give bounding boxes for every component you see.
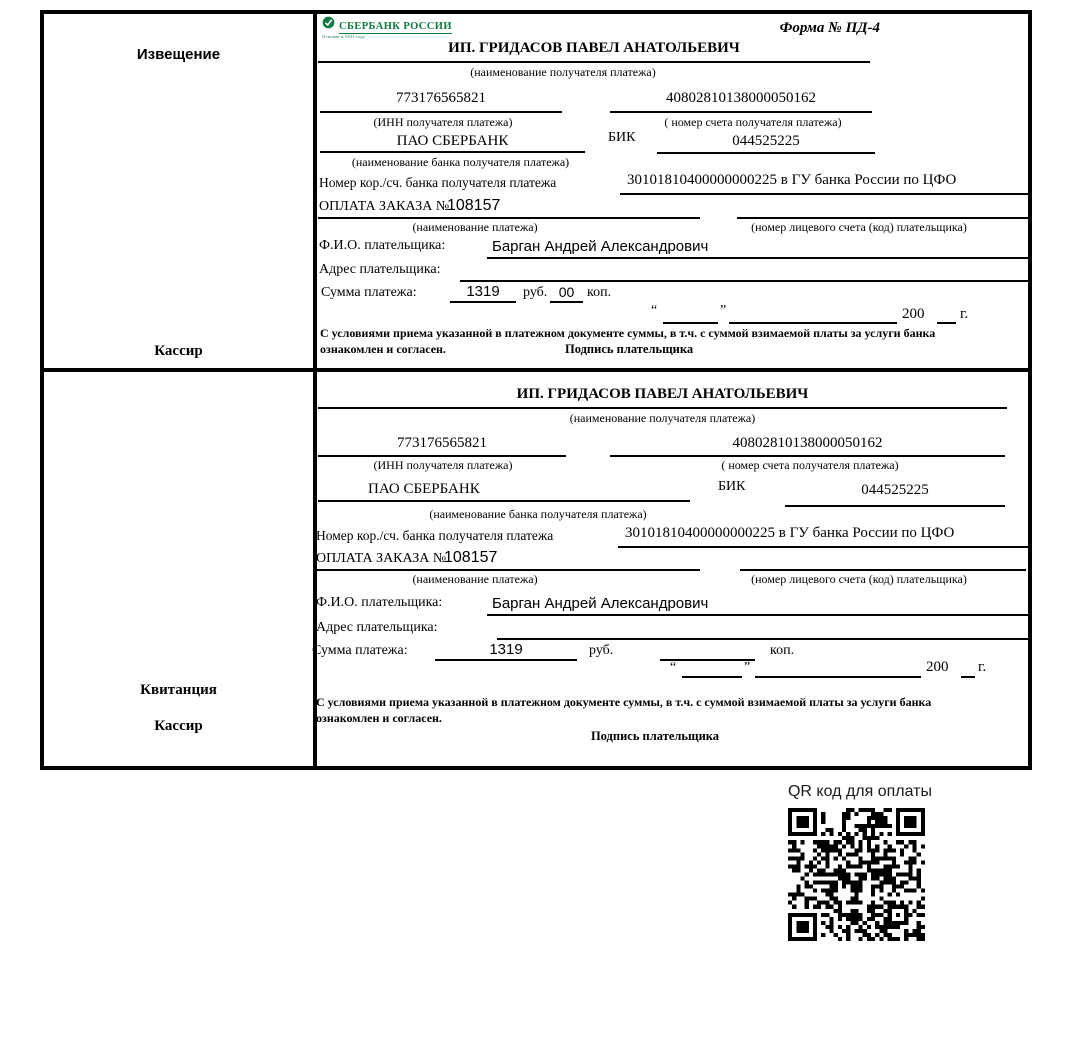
receipt-payer-code-underline [740, 569, 1026, 571]
receipt-bik-underline [785, 505, 1005, 507]
receipt-order-number: 108157 [444, 549, 498, 566]
receipt-payment-underline [316, 569, 700, 571]
receipt-bank-value: ПАО СБЕРБАНК [368, 481, 480, 497]
receipt-account-label: ( номер счета получателя платежа) [721, 458, 899, 472]
notice-address-underline [460, 280, 1030, 282]
receipt-corr-value: 30101810400000000225 в ГУ банка России по ЦФО [625, 525, 955, 541]
sberbank-logo-tagline: Основан в 1841 году [322, 34, 366, 40]
receipt-bank-underline [318, 500, 690, 502]
receipt-agreement-line2: ознакомлен и согласен. [316, 711, 442, 725]
notice-address-label: Адрес плательщика: [319, 262, 441, 277]
receipt-rub-underline [435, 659, 577, 661]
receipt-date-month-underline [755, 676, 921, 678]
qr-caption: QR код для оплаты [787, 783, 932, 800]
notice-payer-code-label: (номер лицевого счета (код) плательщика) [751, 220, 967, 234]
receipt-inn-value: 773176565821 [397, 435, 487, 451]
receipt-year-underline [961, 676, 975, 678]
receipt-rub-value: 1319 [489, 641, 523, 658]
receipt-rub-label: руб. [589, 643, 614, 658]
notice-year-suffix: г. [960, 306, 969, 322]
notice-date-quote-open: “ [651, 303, 658, 318]
notice-date-quote-close: ” [720, 303, 727, 318]
notice-fio-label: Ф.И.О. плательщика: [319, 238, 446, 253]
notice-payee-underline [318, 61, 870, 63]
notice-payment-purpose: ОПЛАТА ЗАКАЗА № [319, 199, 450, 214]
receipt-payment-label: (наименование платежа) [412, 572, 538, 586]
notice-bank-value: ПАО СБЕРБАНК [396, 133, 509, 149]
notice-payer-code-underline [737, 217, 1030, 219]
notice-rub-value: 1319 [466, 283, 500, 300]
notice-date-month-underline [729, 322, 897, 324]
notice-agreement-line1: С условиями приема указанной в платежном документе суммы, в т.ч. с суммой взимаемой платы за услуги банка [320, 326, 936, 340]
notice-payment-label: (наименование платежа) [412, 220, 538, 234]
sberbank-logo-text: СБЕРБАНК РОССИИ [339, 21, 452, 32]
notice-agreement-line2: ознакомлен и согласен. [320, 342, 446, 356]
receipt-sum-label: Сумма платежа: [312, 643, 408, 658]
receipt-year-suffix: г. [978, 659, 987, 675]
notice-inn-value: 773176565821 [396, 90, 486, 106]
notice-fio-underline [487, 257, 1030, 259]
notice-cashier-label: Кассир [154, 343, 203, 359]
receipt-cashier-label: Кассир [154, 718, 203, 734]
notice-bik-underline [657, 152, 875, 154]
notice-account-underline [610, 111, 872, 113]
receipt-fio-value: Барган Андрей Александрович [492, 595, 709, 612]
receipt-address-label: Адрес плательщика: [316, 620, 438, 635]
notice-inn-underline [320, 111, 562, 113]
notice-signature-label: Подпись плательщика [565, 342, 694, 356]
receipt-payer-code-label: (номер лицевого счета (код) плательщика) [751, 572, 967, 586]
notice-rub-underline [450, 301, 516, 303]
notice-account-value: 40802810138000050162 [666, 90, 816, 106]
receipt-bank-label: (наименование банка получателя платежа) [429, 507, 647, 521]
receipt-agreement-line1: С условиями приема указанной в платежном документе суммы, в т.ч. с суммой взимаемой платы за услуги банка [316, 695, 932, 709]
notice-kop-value: 00 [558, 284, 575, 300]
notice-account-label: ( номер счета получателя платежа) [664, 115, 842, 129]
notice-kop-underline [550, 301, 583, 303]
receipt-date-day-underline [682, 676, 742, 678]
notice-year-prefix: 200 [902, 306, 925, 322]
receipt-date-quote-close: ” [744, 660, 751, 675]
notice-corr-label: Номер кор./сч. банка получателя платежа [319, 175, 557, 190]
receipt-fio-underline [487, 614, 1030, 616]
receipt-inn-label: (ИНН получателя платежа) [373, 458, 513, 472]
receipt-account-underline [610, 455, 1005, 457]
form-title: Форма № ПД-4 [779, 20, 880, 36]
notice-date-day-underline [663, 322, 718, 324]
notice-payment-underline [318, 217, 700, 219]
receipt-kop-label: коп. [770, 643, 795, 658]
notice-inn-label: (ИНН получателя платежа) [373, 115, 513, 129]
notice-payee-label: (наименование получателя платежа) [470, 65, 656, 79]
notice-sum-label: Сумма платежа: [321, 285, 417, 300]
receipt-payment-purpose: ОПЛАТА ЗАКАЗА № [316, 551, 447, 566]
qr-code [788, 808, 925, 941]
receipt-payee-name: ИП. ГРИДАСОВ ПАВЕЛ АНАТОЛЬЕВИЧ [516, 386, 809, 402]
receipt-year-prefix: 200 [926, 659, 949, 675]
notice-year-underline [937, 322, 956, 324]
notice-corr-value: 30101810400000000225 в ГУ банка России по ЦФО [627, 172, 957, 188]
receipt-fio-label: Ф.И.О. плательщика: [316, 595, 443, 610]
notice-rub-label: руб. [523, 285, 548, 300]
receipt-account-value: 40802810138000050162 [732, 435, 883, 451]
notice-order-number: 108157 [447, 197, 501, 214]
receipt-address-underline [497, 638, 1030, 640]
horizontal-divider [40, 368, 1032, 372]
notice-kop-label: коп. [587, 285, 612, 300]
receipt-payee-label: (наименование получателя платежа) [569, 411, 756, 425]
sberbank-logo [322, 16, 452, 40]
notice-bank-label: (наименование банка получателя платежа) [351, 155, 570, 169]
receipt-inn-underline [318, 455, 566, 457]
receipt-corr-underline [618, 546, 1030, 548]
notice-fio-value: Барган Андрей Александрович [492, 238, 709, 255]
notice-bik-value: 044525225 [732, 133, 800, 149]
receipt-date-quote-open: “ [670, 660, 677, 675]
notice-left-title: Извещение [136, 46, 221, 63]
notice-bank-underline [320, 151, 585, 153]
receipt-signature-label: Подпись плательщика [590, 729, 720, 743]
receipt-corr-label: Номер кор./сч. банка получателя платежа [316, 528, 554, 543]
receipt-left-title: Квитанция [140, 682, 217, 698]
receipt-bik-value: 044525225 [861, 482, 929, 498]
notice-payee-name: ИП. ГРИДАСОВ ПАВЕЛ АНАТОЛЬЕВИЧ [448, 40, 740, 56]
sberbank-logo-icon [322, 16, 335, 34]
notice-corr-underline [620, 193, 1030, 195]
receipt-payee-underline [318, 407, 1007, 409]
notice-bik-label: БИК [608, 130, 636, 145]
receipt-bik-label: БИК [718, 479, 746, 494]
